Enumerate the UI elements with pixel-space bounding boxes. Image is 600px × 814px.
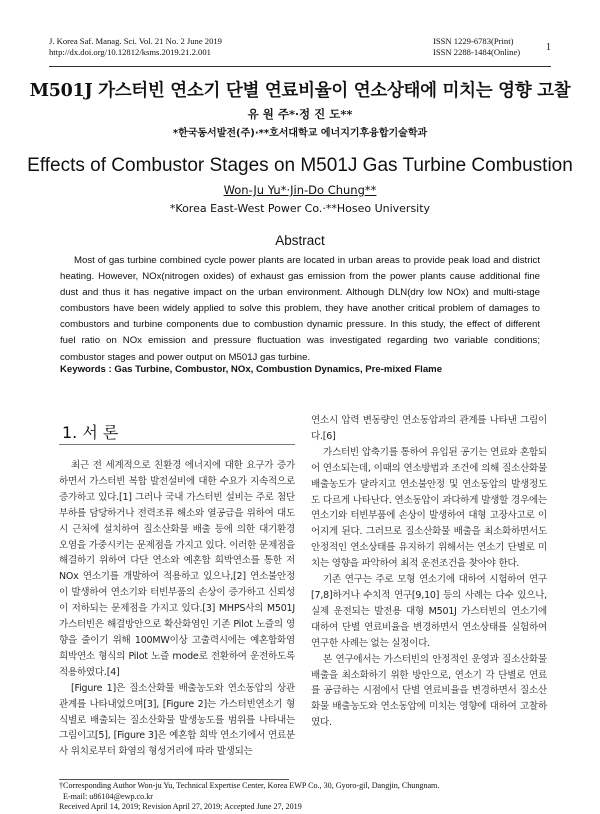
body-paragraph: 최근 전 세계적으로 친환경 에너지에 대한 요구가 증가하면서 가스터빈 복합 발전설비에 대한 수요가 지속적으로 증가하고 있다.[1] 그러나 국내 가스터빈 설비는 주로 첨단부하를 담당하거나 전력조류 해소와 열공급을 위하여 대도시 근처에 설치하여 질소산화물 배출 등에 의한 대기환경 오염을 가중시키는 문제점을 가지고 있다. 이러한 문제점을 해결하기 위하여 다단 연소와 예혼합 희박연소를 통한 저 NOx 연소기를 개발하여 적용하고 있으나,[2] 연소불안정이 발생하여 연소기와 터빈부품의 손상이 증가하고 신뢰성이 저하되는 문제점을 가지고 있다.[3] MHPS사의 M501J 가스터빈은 해결방안으로 확산화염인 기존 Pilot 노즐의 영향을 줄이기 위해 100MW이상 고출력시에는 예혼합화염 희박연소 형식의 Pilot 노즐 mode로 전환하여 운전하도록 적용하였다.[4] [59,460,295,678]
journal-citation [49,36,222,58]
body-paragraph: 가스터빈 압축기를 통하여 유입된 공기는 연료와 혼합되어 연소되는데, 이때의 연소방법과 조건에 의해 질소산화물 배출농도가 달라지고 연소불안정 및 연소동압의 발생정도도 다르게 나타난다. 연소동압이 과다하게 발생할 경우에는 연소기와 터빈부품에 손상이 발생하여 대형 고장사고로 이어지게 된다. 그러므로 질소산화물 배출을 최소화하면서도 안정적인 연소상태를 유지하기 위해서는 연소기 단별로 미치는 영향을 파악하여 최적 운전조건을 찾아야 한다. [311,446,547,570]
issn-block [433,36,520,58]
body-paragraph: 연소시 압력 변동량인 연소동압과의 관계를 나타낸 그림이다.[6] [311,415,547,442]
issn-online: ISSN 2288-1484(Online) [433,47,521,57]
corresponding-author: †Corresponding Author Won-ju Yu, Technical Expertise Center, Korea EWP Co., 30, Gyoro-gil, Dangjin, Chungnam. [59,781,440,790]
body-paragraph: 본 연구에서는 가스터빈의 안정적인 운영과 질소산화물 배출을 최소화하기 위한 방안으로, 연소기 각 단별로 연료를 공급하는 시점에서 단별 연료비율을 변경하면서 질소산화물 배출농도와 연소동압에 미치는 영향에 대하여 고찰하였다. [311,653,547,729]
header-divider [49,66,551,67]
keywords: Keywords : Gas Turbine, Combustor, NOx, Combustion Dynamics, Pre-mixed Flame [60,364,443,375]
journal-line: J. Korea Saf. Manag. Sci. Vol. 21 No. 2 June 2019 [49,36,222,46]
doi-line: http://dx.doi.org/10.12812/ksms.2019.21.2.001 [49,47,211,57]
footnote [59,781,549,813]
english-authors: Won-Ju Yu*·Jin-Do Chung** [223,183,377,197]
section-divider [59,444,295,445]
received-dates: Received April 14, 2019; Revision April 27, 2019; Accepted June 27, 2019 [59,802,302,811]
korean-title: M501J 가스터빈 연소기 단별 연료비율이 연소상태에 미치는 영향 고찰 [29,81,571,101]
english-title: Effects of Combustor Stages on M501J Gas Turbine Combustion [27,155,573,176]
abstract-heading: Abstract [275,233,325,248]
english-affiliation: *Korea East-West Power Co.·**Hoseo University [169,202,431,215]
author-email: E-mail: u86104@ewp.co.kr [63,791,153,801]
page-number: 1 [546,42,551,53]
body-paragraph: [Figure 1]은 질소산화물 배출농도와 연소동압의 상관관계를 나타내었으며[3], [Figure 2]는 가스터빈연소기 형식별로 배출되는 질소산화물 발생농도를 범위를 나타내는 그림이고[5], [Figure 3]은 예혼합 희박 연소기에서 연료분사 위치로부터 화염의 형성거리에 따라 발생되는 [59,682,295,758]
running-header [49,36,551,66]
section-heading: 1. 서 론 [62,423,119,442]
abstract-text: Most of gas turbine combined cycle power plants are located in urban areas to provide peak load and district heating. However, NOx(nitrogen oxides) of exhaust gas emission from the power plants cause additional fine dust and thus it has negative impact on the urban environment. Although DLN(dry low NOx) and multi-stage combustors have been widely applied to solve this problem, they have another critical problem of damages to combustors and turbine components due to combustion dynamic pressure. In this study, the effect of different fuel ratio on NOx emission and pressure fluctuation was investigated regarding two variable conditions; combustor stages and power output on M501J gas turbine. [60,255,540,363]
right-column [311,413,547,731]
korean-authors: 유 원 주*·정 진 도** [247,107,353,121]
left-column [59,458,295,760]
korean-affiliation: *한국동서발전(주)·**호서대학교 에너지기후융합기술학과 [172,128,428,139]
body-paragraph: 기존 연구는 주로 모형 연소기에 대하여 시험하여 연구[7,8]하거나 수치적 연구[9,10] 등의 사례는 다수 있으나, 실제 운전되는 발전용 대형 M501J 가스터빈의 연소기에 대하여 단별 연료비율을 변경하면서 연소상태를 실험하여 연구한 사례는 없는 실정이다. [311,574,547,649]
issn-print: ISSN 1229-6783(Print) [433,36,514,46]
footnote-divider [59,779,289,780]
english-authors-line [0,183,600,197]
